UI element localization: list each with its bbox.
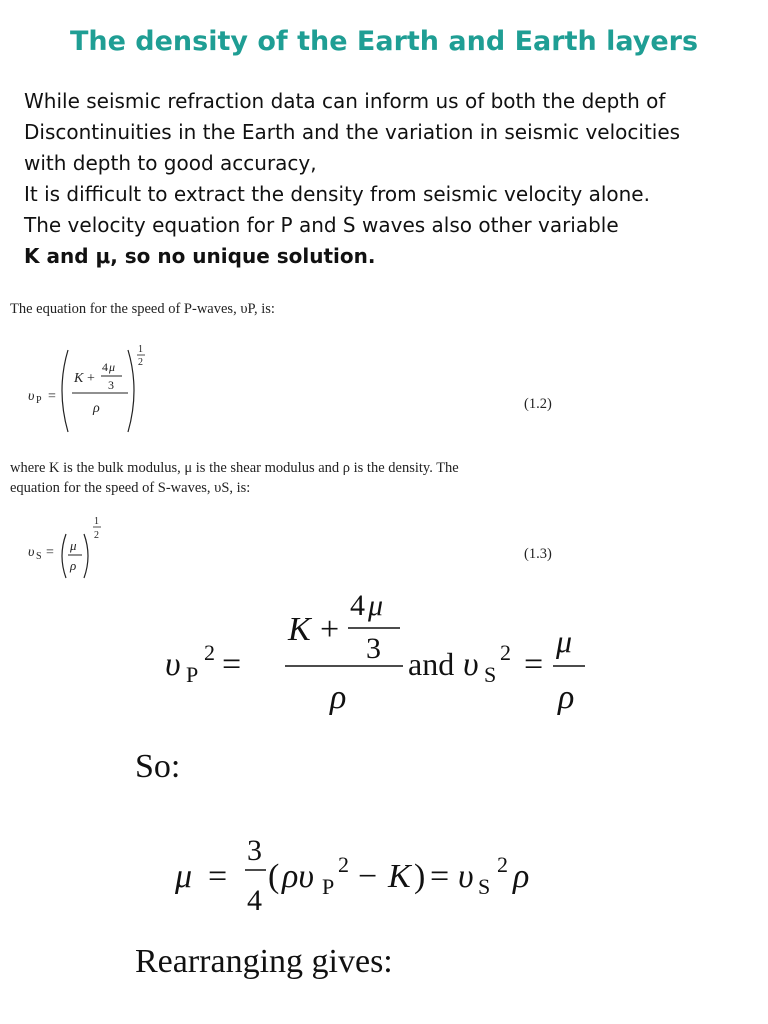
svg-text:=: =: [46, 545, 54, 560]
paragraph-line-2: Discontinuities in the Earth and the variation in seismic velocities: [24, 120, 681, 144]
svg-text:=: =: [48, 389, 56, 404]
svg-text:1: 1: [138, 344, 143, 355]
where-line-1: where K is the bulk modulus, μ is the shear modulus and ρ is the density. The: [10, 460, 459, 476]
svg-text:ρ: ρ: [93, 401, 100, 416]
svg-text:S: S: [478, 874, 491, 899]
equation-1-3: [0, 512, 768, 582]
svg-text:+: +: [87, 371, 95, 386]
svg-text:4: 4: [350, 589, 365, 622]
svg-text:+: +: [320, 611, 340, 648]
svg-text:ρυ: ρυ: [282, 858, 314, 895]
paragraph-line-5: The velocity equation for P and S waves also other variable: [24, 213, 619, 237]
page-title: The density of the Earth and Earth layers: [69, 26, 699, 57]
equation-1-2-number: (1.2): [524, 396, 552, 412]
svg-text:υ: υ: [458, 858, 474, 895]
rearranging-label: Rearranging gives:: [135, 943, 393, 980]
svg-text:υ: υ: [165, 646, 181, 683]
paragraph-line-6-bold: K and μ, so no unique solution.: [24, 244, 376, 268]
svg-text:μ: μ: [368, 589, 384, 622]
svg-text:μ: μ: [70, 538, 77, 553]
paragraph-line-1: While seismic refraction data can inform us of both the depth of: [24, 89, 666, 113]
paragraph-line-4: It is difficult to extract the density from seismic velocity alone.: [24, 182, 650, 206]
svg-text:S: S: [484, 662, 497, 687]
svg-text:υ: υ: [463, 646, 479, 683]
svg-text:ρ: ρ: [558, 679, 575, 716]
svg-text:μ: μ: [175, 858, 193, 895]
velocity-squared-equation: [0, 580, 768, 720]
svg-text:K: K: [288, 611, 311, 648]
shear-modulus-equation: [0, 825, 768, 925]
paragraph-line-3: with depth to good accuracy,: [24, 151, 317, 175]
svg-text:P: P: [322, 874, 335, 899]
svg-text:μ: μ: [109, 360, 116, 374]
svg-text:υ: υ: [28, 545, 35, 560]
svg-text:=: =: [524, 646, 544, 683]
svg-text:ρ: ρ: [330, 679, 347, 716]
svg-text:=: =: [430, 858, 450, 895]
svg-text:μ: μ: [556, 623, 573, 659]
svg-text:2: 2: [138, 357, 143, 368]
svg-text:ρ: ρ: [513, 858, 530, 895]
svg-text:2: 2: [497, 852, 508, 877]
so-label: So:: [135, 748, 181, 785]
svg-text:S: S: [36, 551, 42, 562]
and-word: and: [408, 646, 455, 682]
svg-text:P: P: [36, 395, 42, 406]
svg-text:K: K: [388, 858, 411, 895]
svg-text:3: 3: [108, 378, 114, 392]
svg-text:2: 2: [500, 640, 511, 665]
svg-text:=: =: [208, 858, 228, 895]
svg-text:4: 4: [102, 360, 108, 374]
svg-text:−: −: [358, 858, 378, 895]
svg-text:1: 1: [94, 516, 99, 527]
svg-text:(: (: [268, 858, 280, 895]
svg-text:2: 2: [94, 530, 99, 541]
svg-text:2: 2: [338, 852, 349, 877]
svg-text:ρ: ρ: [70, 558, 77, 573]
p-wave-intro: The equation for the speed of P-waves, υP, is:: [10, 301, 275, 317]
svg-text:): ): [414, 858, 426, 895]
svg-text:3: 3: [247, 834, 262, 867]
svg-text:4: 4: [247, 884, 262, 917]
svg-text:P: P: [186, 662, 199, 687]
svg-text:K: K: [74, 371, 84, 386]
equation-1-3-number: (1.3): [524, 546, 552, 562]
intro-paragraph: [24, 86, 764, 272]
equation-1-2: [0, 340, 768, 440]
svg-text:υ: υ: [28, 389, 35, 404]
svg-text:=: =: [222, 646, 242, 683]
svg-text:3: 3: [366, 632, 381, 665]
where-line-2: equation for the speed of S-waves, υS, is:: [10, 480, 251, 496]
svg-text:2: 2: [204, 640, 215, 665]
